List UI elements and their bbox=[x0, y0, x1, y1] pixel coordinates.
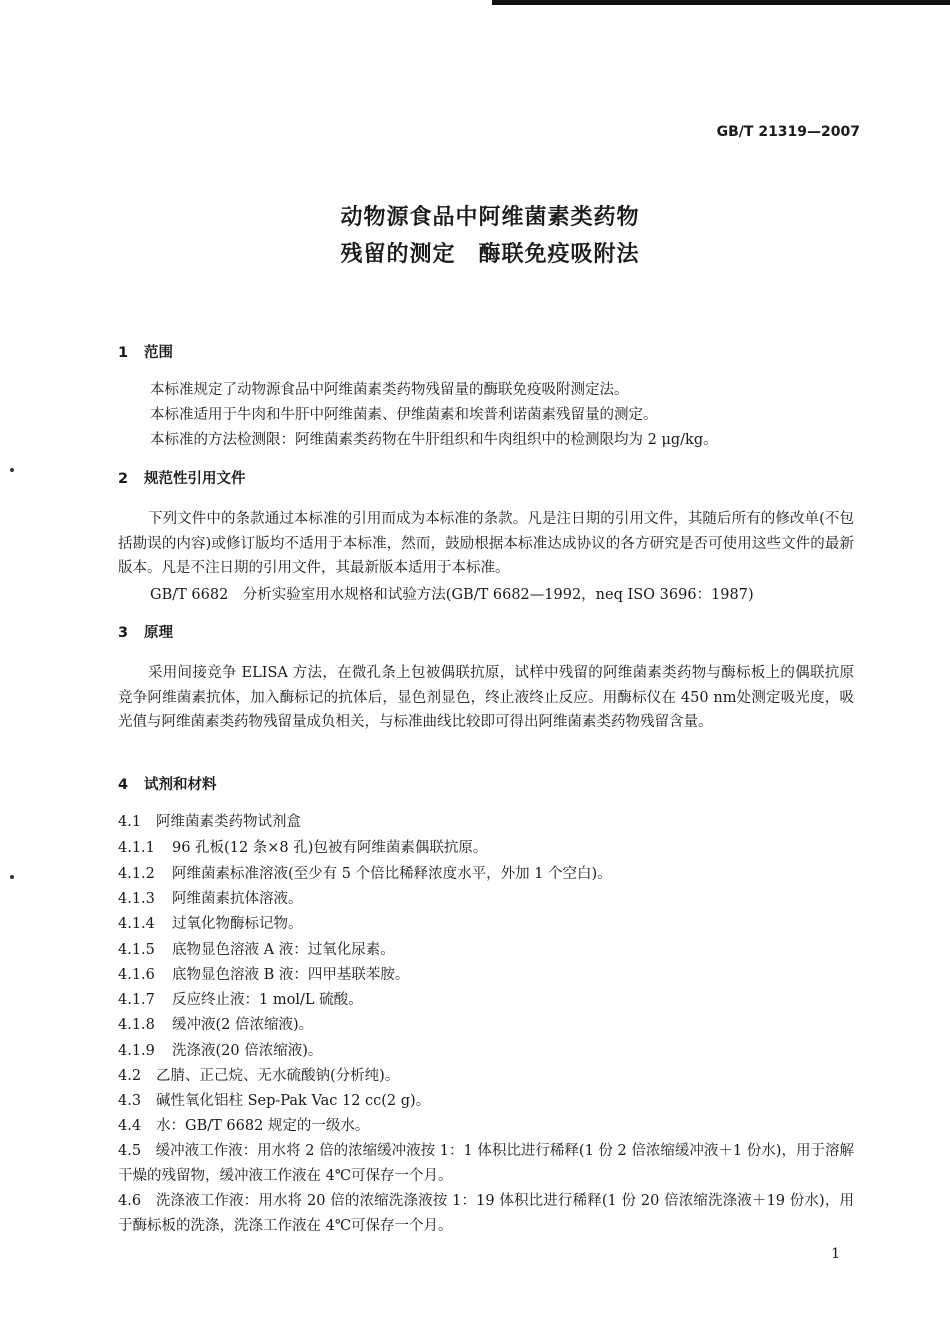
principle-paragraph: 采用间接竞争 ELISA 方法，在微孔条上包被偶联抗原，试样中残留的阿维菌素类药物与酶标板上的偶联抗原竞争阿维菌素抗体，加入酶标记的抗体后，显色剂显色，终止液终止反应。用酶标仪在 450 nm处测定吸光度，吸光值与阿维菌素类药物残留量成负相关，与标准曲线比较即可得出阿维菌素类药物残留含量。 bbox=[118, 665, 854, 730]
list-item: 4.1.7 反应终止液：1 mol/L 硫酸。 bbox=[118, 992, 363, 1008]
list-item: 4.1.5 底物显色溶液 A 液：过氧化尿素。 bbox=[118, 942, 395, 958]
section-title: 规范性引用文件 bbox=[144, 471, 246, 487]
section-number: 1 bbox=[118, 345, 129, 361]
scan-speck bbox=[10, 468, 14, 472]
list-item: 4.4 水：GB/T 6682 规定的一级水。 bbox=[118, 1118, 370, 1134]
section-title: 试剂和材料 bbox=[144, 777, 217, 793]
section-1-heading bbox=[118, 341, 173, 362]
list-item: 4.2 乙腈、正己烷、无水硫酸钠(分析纯)。 bbox=[118, 1068, 400, 1084]
section-number: 3 bbox=[118, 625, 129, 641]
wash-working-solution-paragraph: 4.6 洗涤液工作液：用水将 20 倍的浓缩洗涤液按 1：19 体积比进行稀释(1 份 20 倍浓缩洗涤液＋19 份水)，用于酶标板的洗涤，洗涤工作液在 4℃可保存一个月。 bbox=[118, 1193, 854, 1234]
buffer-working-solution-paragraph: 4.5 缓冲液工作液：用水将 2 倍的浓缩缓冲液按 1：1 体积比进行稀释(1 份 2 倍浓缩缓冲液＋1 份水)，用于溶解干燥的残留物，缓冲液工作液在 4℃可保存一个月。 bbox=[118, 1143, 854, 1184]
section-title: 范围 bbox=[144, 345, 173, 361]
list-item: 4.1.1 96 孔板(12 条×8 孔)包被有阿维菌素偶联抗原。 bbox=[118, 840, 488, 856]
list-item: 4.3 碱性氧化铝柱 Sep-Pak Vac 12 cc(2 g)。 bbox=[118, 1093, 431, 1109]
section-number: 4 bbox=[118, 777, 129, 793]
list-item: 4.1.8 缓冲液(2 倍浓缩液)。 bbox=[118, 1017, 314, 1033]
document-title-line1: 动物源食品中阿维菌素类药物 bbox=[340, 205, 640, 230]
section-3-heading bbox=[118, 621, 173, 642]
section-4-heading bbox=[118, 773, 217, 794]
page-number: 1 bbox=[831, 1246, 840, 1262]
section-number: 2 bbox=[118, 471, 129, 487]
document-title-line2: 残留的测定 酶联免疫吸附法 bbox=[340, 242, 640, 267]
section-2-heading bbox=[118, 467, 246, 488]
normative-references-paragraph: 下列文件中的条款通过本标准的引用而成为本标准的条款。凡是注日期的引用文件，其随后所有的修改单(不包括勘误的内容)或修订版均不适用于本标准，然而，鼓励根据本标准达成协议的各方研究是否可使用这些文件的最新版本。凡是不注日期的引用文件，其最新版本适用于本标准。 bbox=[118, 511, 854, 576]
reference-entry: GB/T 6682 分析实验室用水规格和试验方法(GB/T 6682—1992，neq ISO 3696：1987) bbox=[150, 587, 754, 603]
list-item: 4.1.4 过氧化物酶标记物。 bbox=[118, 916, 303, 932]
standard-code: GB/T 21319—2007 bbox=[716, 124, 860, 140]
list-item: 4.1.3 阿维菌素抗体溶液。 bbox=[118, 891, 303, 907]
list-item: 4.1.6 底物显色溶液 B 液：四甲基联苯胺。 bbox=[118, 967, 410, 983]
section-title: 原理 bbox=[144, 625, 173, 641]
scope-line: 本标准适用于牛肉和牛肝中阿维菌素、伊维菌素和埃普利诺菌素残留量的测定。 bbox=[150, 407, 658, 423]
scope-line: 本标准的方法检测限：阿维菌素类药物在牛肝组织和牛肉组织中的检测限均为 2 μg/kg。 bbox=[150, 432, 718, 448]
scope-line: 本标准规定了动物源食品中阿维菌素类药物残留量的酶联免疫吸附测定法。 bbox=[150, 382, 629, 398]
list-item: 4.1.2 阿维菌素标准溶液(至少有 5 个倍比稀释浓度水平，外加 1 个空白)。 bbox=[118, 866, 612, 882]
list-item: 4.1.9 洗涤液(20 倍浓缩液)。 bbox=[118, 1043, 323, 1059]
scan-speck bbox=[10, 875, 14, 879]
page-top-rule bbox=[492, 0, 950, 5]
list-item: 4.1 阿维菌素类药物试剂盒 bbox=[118, 814, 301, 830]
